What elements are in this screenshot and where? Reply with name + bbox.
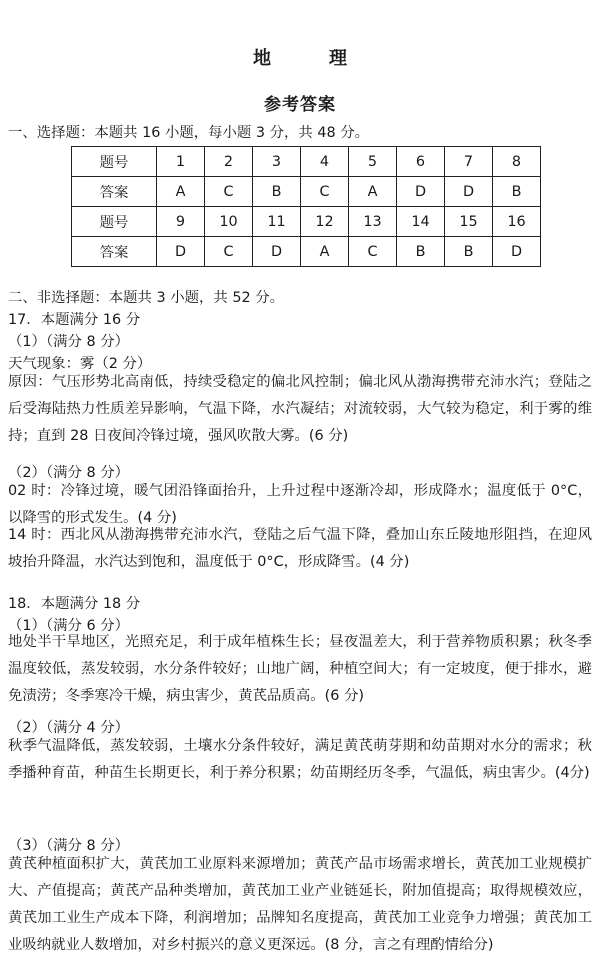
- question-number: 7: [445, 147, 493, 177]
- answer-cell: B: [445, 237, 493, 267]
- question-number: 9: [157, 207, 205, 237]
- row-label: 题号: [72, 207, 157, 237]
- page-title: 地 理: [253, 48, 367, 69]
- q18-part1-paragraph: 地处半干旱地区，光照充足，利于成年植株生长；昼夜温差大，利于营养物质积累；秋冬季温度较低，蒸发较弱，水分条件较好；山地广阔，种植空间大；有一定坡度，便于排水，避免渍涝；冬季寒冷干燥，病虫害少，黄芪品质高。(6 分): [8, 634, 592, 704]
- question-number: 14: [397, 207, 445, 237]
- question-number: 3: [253, 147, 301, 177]
- answer-cell: D: [157, 237, 205, 267]
- answer-cell: D: [493, 237, 541, 267]
- q18-part2-paragraph: 秋季气温降低，蒸发较弱，土壤水分条件较好，满足黄芪萌芽期和幼苗期对水分的需求；秋季播种育苗，种苗生长期更长，利于养分积累；幼苗期经历冬季，气温低，病虫害少。(4分): [8, 738, 592, 781]
- section1-heading: 一、选择题：本题共 16 小题，每小题 3 分，共 48 分。: [8, 125, 370, 141]
- question-number: 1: [157, 147, 205, 177]
- row-label: 题号: [72, 147, 157, 177]
- q18-part2-label: （2）（满分 4 分）: [8, 720, 129, 736]
- question-number: 4: [301, 147, 349, 177]
- question-number: 13: [349, 207, 397, 237]
- row-label: 答案: [72, 177, 157, 207]
- answer-cell: B: [253, 177, 301, 207]
- table-row: [72, 177, 541, 207]
- answer-cell: A: [349, 177, 397, 207]
- q17-part2-label: （2）（满分 8 分）: [8, 465, 129, 481]
- question-number: 6: [397, 147, 445, 177]
- answer-cell: C: [205, 177, 253, 207]
- question-number: 5: [349, 147, 397, 177]
- question-number: 16: [493, 207, 541, 237]
- row-label: 答案: [72, 237, 157, 267]
- q17-part1-label: （1）（满分 8 分）: [8, 334, 129, 350]
- page-subtitle: 参考答案: [264, 95, 336, 115]
- answer-cell: A: [157, 177, 205, 207]
- q17-14h-paragraph: 14 时：西北风从渤海携带充沛水汽，登陆之后气温下降，叠加山东丘陵地形阻挡，在迎风坡抬升降温，水汽达到饱和，温度低于 0°C，形成降雪。(4 分): [8, 527, 592, 570]
- question-number: 10: [205, 207, 253, 237]
- answer-cell: A: [301, 237, 349, 267]
- answer-cell: B: [493, 177, 541, 207]
- table-row: [72, 237, 541, 267]
- question-number: 15: [445, 207, 493, 237]
- answer-table: [71, 146, 541, 267]
- answer-cell: D: [445, 177, 493, 207]
- question-number: 8: [493, 147, 541, 177]
- q17-heading: 17．本题满分 16 分: [8, 312, 141, 328]
- answer-cell: B: [397, 237, 445, 267]
- q18-heading: 18．本题满分 18 分: [8, 596, 141, 612]
- question-number: 11: [253, 207, 301, 237]
- answer-cell: C: [301, 177, 349, 207]
- answer-cell: D: [397, 177, 445, 207]
- q17-weather-phenomenon: 天气现象：雾（2 分）: [8, 356, 152, 372]
- section2-heading: 二、非选择题：本题共 3 小题，共 52 分。: [8, 290, 285, 306]
- q18-part3-paragraph: 黄芪种植面积扩大，黄芪加工业原料来源增加；黄芪产品市场需求增长，黄芪加工业规模扩大、产值提高；黄芪产品种类增加，黄芪加工业产业链延长，附加值提高；取得规模效应，黄芪加工业生产成本下降，利润增加；品牌知名度提高，黄芪加工业竞争力增强；黄芪加工业吸纳就业人数增加，对乡村振兴的意义更深远。(8 分，言之有理酌情给分): [8, 856, 592, 953]
- question-number: 2: [205, 147, 253, 177]
- q18-part1-label: （1）（满分 6 分）: [8, 618, 129, 634]
- q17-cause-paragraph: 原因：气压形势北高南低，持续受稳定的偏北风控制；偏北风从渤海携带充沛水汽；登陆之后受海陆热力性质差异影响，气温下降，水汽凝结；对流较弱，大气较为稳定，利于雾的维持；直到 28 日夜间冷锋过境，强风吹散大雾。(6 分): [8, 374, 592, 444]
- question-number: 12: [301, 207, 349, 237]
- q18-part3-label: （3）（满分 8 分）: [8, 838, 129, 854]
- table-row: [72, 147, 541, 177]
- table-row: [72, 207, 541, 237]
- q17-02h-paragraph: 02 时：冷锋过境，暖气团沿锋面抬升，上升过程中逐渐冷却，形成降水；温度低于 0°C，以降雪的形式发生。(4 分): [8, 483, 592, 526]
- answer-cell: D: [253, 237, 301, 267]
- answer-cell: C: [349, 237, 397, 267]
- answer-cell: C: [205, 237, 253, 267]
